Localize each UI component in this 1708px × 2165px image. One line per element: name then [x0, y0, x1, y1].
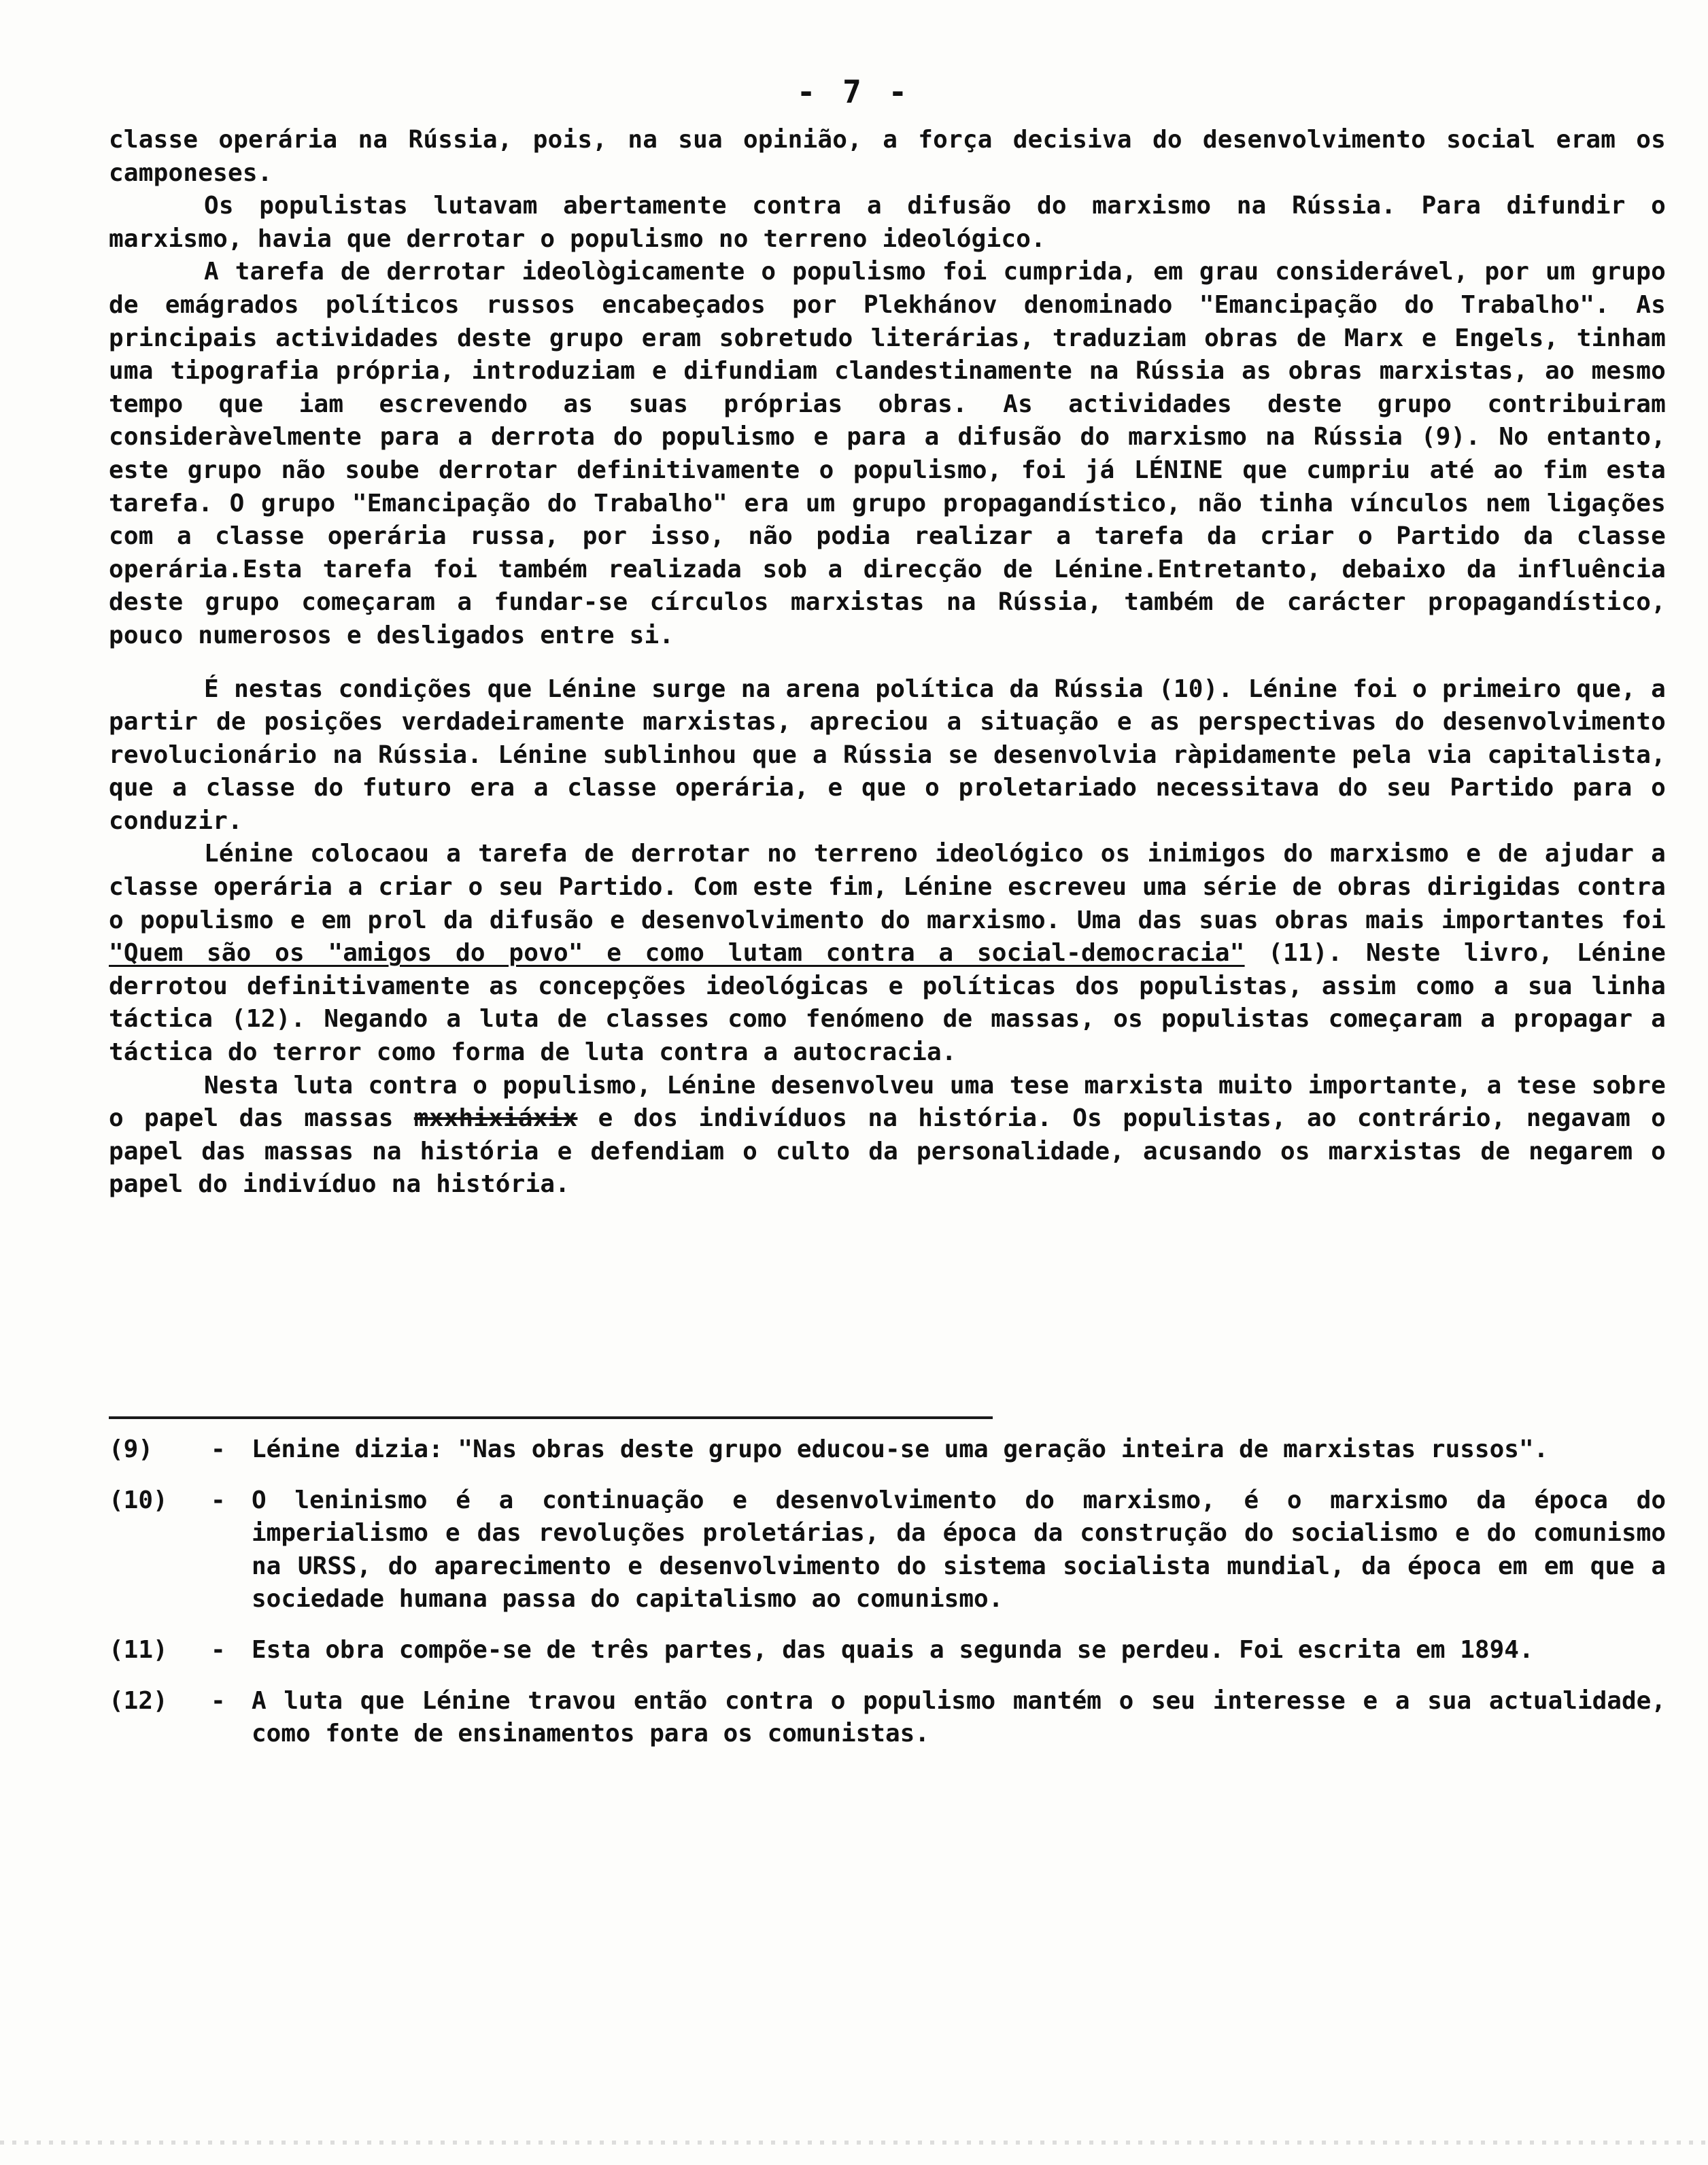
paragraph-4: É nestas condições que Lénine surge na arena política da Rússia (10). Lénine foi o primeiro que, a partir de posições verdadeiramente marxistas, apreciou a situação e as perspectivas do desenvolvimento revolucionário na Rússia. Lénine sublinhou que a Rússia se desenvolvia ràpidamente pela via capitalista, que a classe do futuro era a classe operária, e que o proletariado necessitava do seu Partido para o conduzir.: [109, 675, 1666, 835]
paragraph-6-part-b: e dos indivíduos na história. Os populistas, ao contrário, negavam o papel das massas na história e defendiam o culto da personalidade, acusando os marxistas de negarem o papel do indivíduo na história.: [109, 1104, 1666, 1199]
struck-out-text: mxxhixiáxix: [413, 1104, 578, 1133]
footnotes: [109, 1433, 1666, 1769]
footnote-dash: -: [211, 1635, 226, 1664]
paragraph-5-part-b: (11). Neste livro, Lénine derrotou definitivamente as concepções ideológicas e políticas dos populistas, assim como a sua linha táctica (12). Negando a luta de classes como fenómeno de massas, os populistas começaram a propagar a táctica do terror como forma de luta contra a autocracia.: [109, 939, 1666, 1067]
footnote-number: (9): [109, 1435, 154, 1463]
footnote-number: (10): [109, 1486, 168, 1514]
page-number: - 7 -: [796, 73, 912, 110]
footnote-12: [109, 1685, 1666, 1751]
footnote-11: [109, 1634, 1666, 1667]
paragraph-2: Os populistas lutavam abertamente contra a difusão do marxismo na Rússia. Para difundir o marxismo, havia que derrotar o populismo no terreno ideológico.: [109, 192, 1666, 253]
paragraph-1: classe operária na Rússia, pois, na sua opinião, a força decisiva do desenvolvimento social eram os camponeses.: [109, 126, 1666, 187]
footnote-separator: [109, 1416, 993, 1419]
main-text: [109, 124, 1666, 1201]
footnote-text: Lénine dizia: "Nas obras deste grupo educou-se uma geração inteira de marxistas russos".: [252, 1435, 1549, 1463]
footnote-dash: -: [211, 1686, 226, 1715]
paragraph-5-part-a: Lénine colocaou a tarefa de derrotar no terreno ideológico os inimigos do marxismo e de ajudar a classe operária a criar o seu Partido. Com este fim, Lénine escreveu uma série de obras dirigidas contra o populismo e em prol da difusão e desenvolvimento do marxismo. Uma das suas obras mais importantes foi: [109, 840, 1666, 934]
paragraph-3: A tarefa de derrotar ideològicamente o populismo foi cumprida, em grau considerável, por um grupo de emágrados políticos russos encabeçados por Plekhánov denominado "Emancipação do Trabalho". As principais actividades deste grupo eram sobretudo literárias, traduziam obras de Marx e Engels, tinham uma tipografia própria, introduziam e difundiam clandestinamente na Rússia as obras marxistas, ao mesmo tempo que iam escrevendo as suas próprias obras. As actividades deste grupo contribuiram consideràvelmente para a derrota do populismo e para a difusão do marxismo na Rússia (9). No entanto, este grupo não soube derrotar definitivamente o populismo, foi já LÉNINE que cumpriu até ao fim esta tarefa. O grupo "Emancipação do Trabalho" era um grupo propagandístico, não tinha vínculos nem ligações com a classe operária russa, por isso, não podia realizar a tarefa da criar o Partido da classe operária.Esta tarefa foi também realizada sob a direcção de Lénine.Entretanto, debaixo da influência deste grupo começaram a fundar-se círculos marxistas na Rússia, também de carácter propagandístico, pouco numerosos e desligados entre si.: [109, 258, 1666, 649]
footnote-10: [109, 1484, 1666, 1616]
footnote-dash: -: [211, 1486, 226, 1514]
footnote-number: (11): [109, 1635, 168, 1664]
footnote-number: (12): [109, 1686, 168, 1715]
footnote-9: [109, 1433, 1666, 1467]
paragraph-6-part-a: Nesta luta contra o populismo, Lénine desenvolveu uma tese marxista muito importante, a tese sobre o papel das massas: [109, 1071, 1666, 1133]
book-title-underlined: "Quem são os "amigos do povo" e como lutam contra a social-democracia": [109, 939, 1245, 968]
paragraph-5: [109, 838, 1666, 1069]
footnote-text: Esta obra compõe-se de três partes, das quais a segunda se perdeu. Foi escrita em 1894.: [252, 1635, 1534, 1664]
footnote-text: O leninismo é a continuação e desenvolvimento do marxismo, é o marxismo da época do imperialismo e das revoluções proletárias, da época da construção do socialismo e do comunismo na URSS, do aparecimento e desenvolvimento do sistema socialista mundial, da época em em que a sociedade humana passa do capitalismo ao comunismo.: [252, 1486, 1666, 1614]
footnote-text: A luta que Lénine travou então contra o populismo mantém o seu interesse e a sua actualidade, como fonte de ensinamentos para os comunistas.: [252, 1686, 1666, 1748]
paragraph-6: [109, 1070, 1666, 1201]
scan-edge-noise: [0, 2141, 1708, 2145]
footnote-dash: -: [211, 1435, 226, 1463]
